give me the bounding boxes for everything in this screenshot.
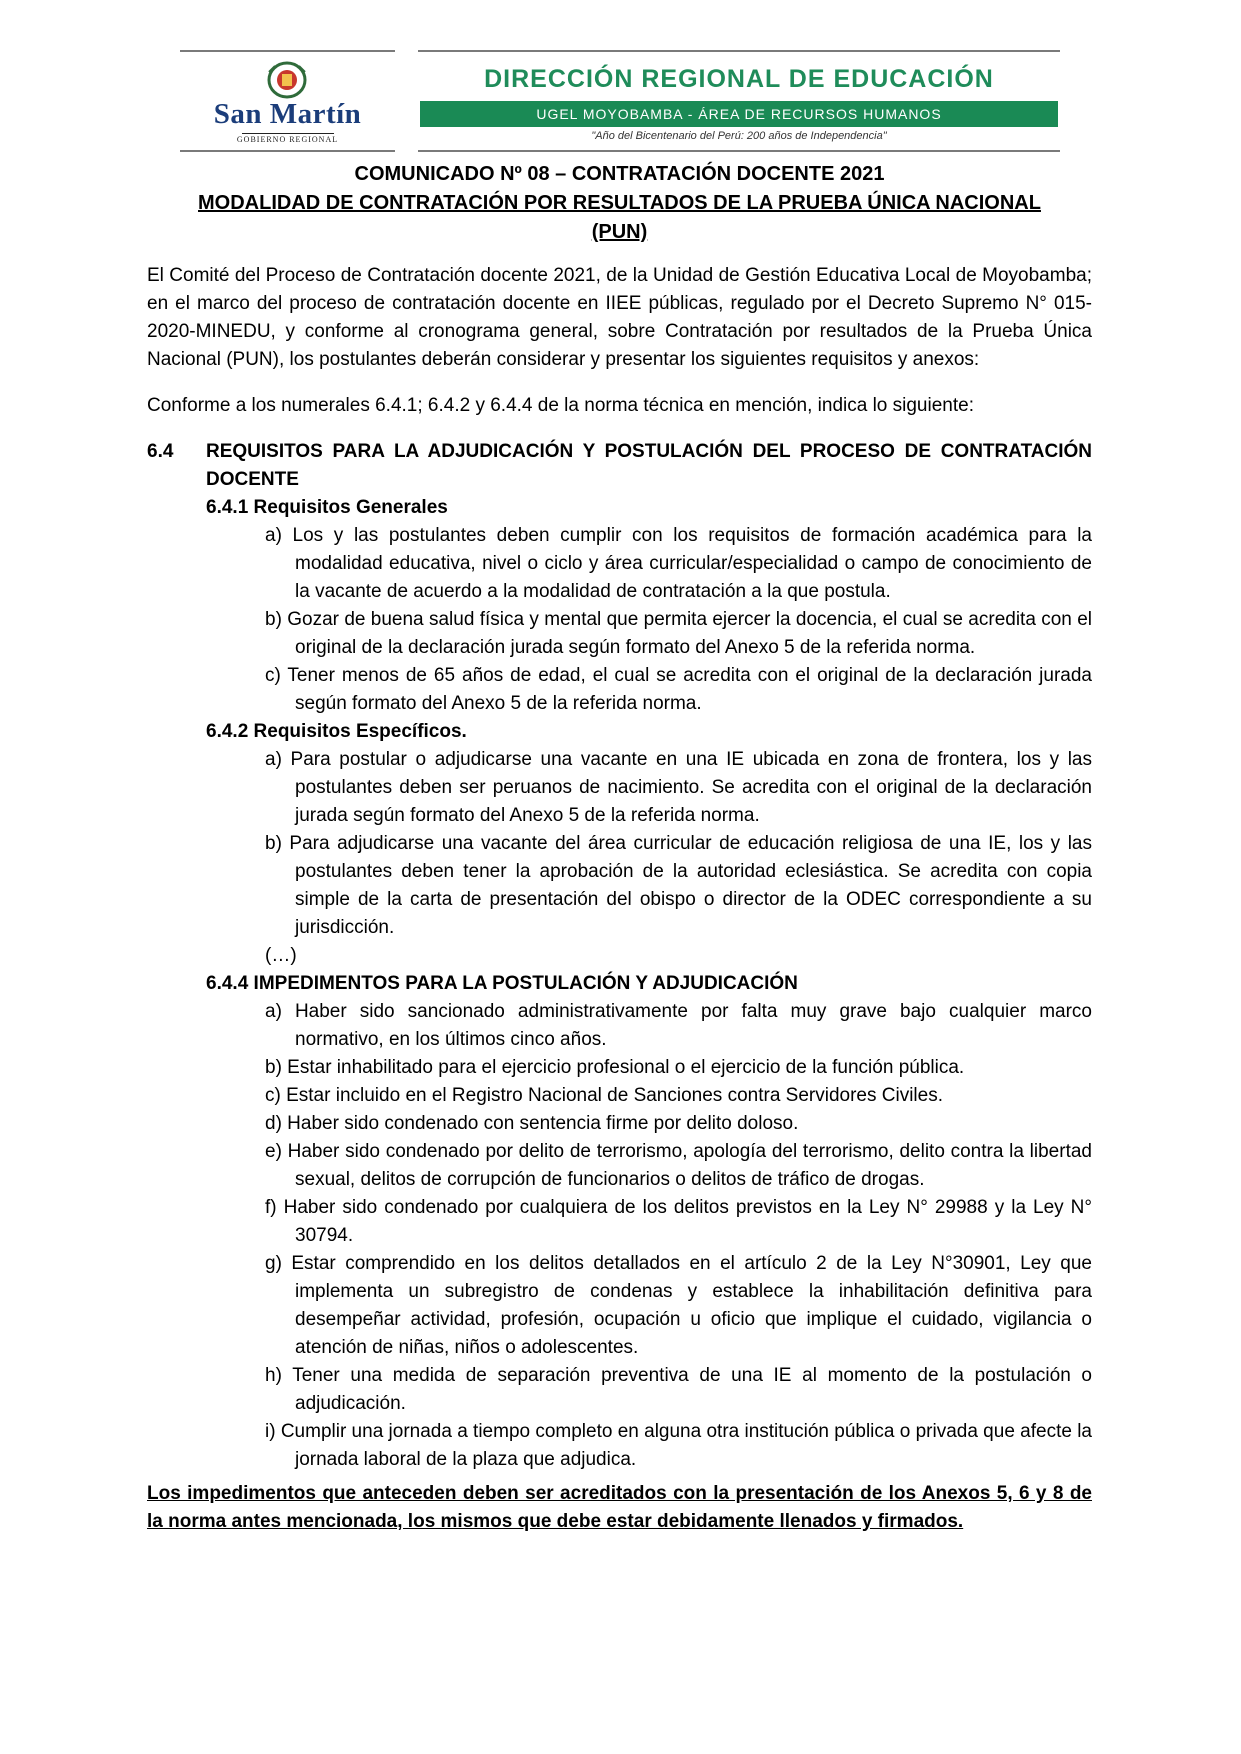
list-item: b) Para adjudicarse una vacante del área curricular de educación religiosa de una IE, los y las postulantes deben tener la aprobación de la autoridad eclesiástica. Se acredita con copia simple de la carta de presentación del obispo o director de la ODEC correspondiente a su jurisdicción. [265, 833, 1092, 938]
list-item: e) Haber sido condenado por delito de terrorismo, apología del terrorismo, delito contra la libertad sexual, delitos de corrupción de funcionarios o delitos de tráfico de drogas. [265, 1141, 1092, 1190]
office-band: UGEL MOYOBAMBA - ÁREA DE RECURSOS HUMANOS [420, 101, 1058, 127]
list-item: d) Haber sido condenado con sentencia firme por delito doloso. [265, 1113, 799, 1134]
title-line-2: MODALIDAD DE CONTRATACIÓN POR RESULTADOS DE LA PRUEBA ÚNICA NACIONAL [198, 192, 1041, 214]
document-body [147, 262, 1092, 1555]
requisitos-especificos-list [265, 746, 1092, 970]
institution-banner [418, 50, 1060, 152]
list-item: f) Haber sido condenado por cualquiera de los delitos previstos en la Ley N° 29988 y la Ley N° 30794. [265, 1197, 1092, 1246]
institution-name: DIRECCIÓN REGIONAL DE EDUCACIÓN [484, 65, 994, 93]
omission-marker: (…) [265, 945, 297, 966]
impedimentos-heading: 6.4.4 IMPEDIMENTOS PARA LA POSTULACIÓN Y ADJUDICACIÓN [206, 973, 798, 994]
requisitos-generales-list [265, 522, 1092, 718]
logo-subtitle: GOBIERNO REGIONAL [236, 135, 339, 144]
list-item: a) Haber sido sancionado administrativamente por falta muy grave bajo cualquier marco normativo, en los últimos cinco años. [265, 1001, 1092, 1050]
regional-government-logo [180, 50, 395, 152]
list-item: i) Cumplir una jornada a tiempo completo en alguna otra institución pública o privada que afecte la jornada laboral de la plaza que adjudica. [265, 1421, 1092, 1470]
list-item: c) Tener menos de 65 años de edad, el cual se acredita con el original de la declaración jurada según formato del Anexo 5 de la referida norma. [265, 665, 1092, 714]
letterhead [180, 50, 1060, 150]
document-title [147, 160, 1092, 247]
section-title: REQUISITOS PARA LA ADJUDICACIÓN Y POSTULACIÓN DEL PROCESO DE CONTRATACIÓN DOCENTE [206, 441, 1092, 490]
section-number: 6.4 [147, 441, 174, 462]
list-item: a) Los y las postulantes deben cumplir con los requisitos de formación académica para la modalidad educativa, nivel o ciclo y área curricular/especialidad o campo de conocimiento de la vacante de acuerdo a la modalidad de contratación a la que postula. [265, 525, 1092, 602]
title-line-3: (PUN) [591, 221, 648, 243]
coat-of-arms-icon [265, 60, 309, 100]
list-item: h) Tener una medida de separación preventiva de una IE al momento de la postulación o adjudicación. [265, 1365, 1092, 1414]
section-6-4 [147, 438, 1092, 1474]
list-item: b) Gozar de buena salud física y mental que permita ejercer la docencia, el cual se acredita con el original de la declaración jurada según formato del Anexo 5 de la referida norma. [265, 609, 1092, 658]
year-motto: "Año del Bicentenario del Perú: 200 años de Independencia" [591, 130, 887, 142]
list-item: b) Estar inhabilitado para el ejercicio profesional o el ejercicio de la función pública. [265, 1057, 965, 1078]
title-line-1: COMUNICADO Nº 08 – CONTRATACIÓN DOCENTE 2021 [354, 163, 885, 185]
list-item: c) Estar incluido en el Registro Nacional de Sanciones contra Servidores Civiles. [265, 1085, 943, 1106]
logo-wordmark: San Martín [213, 98, 362, 130]
list-item: g) Estar comprendido en los delitos detallados en el artículo 2 de la Ley N°30901, Ley que implementa un subregistro de condenas y establece la inhabilitación definitiva para desempeñar actividad, profesión, ocupación u oficio que implique el cuidado, vigilancia o atención de niñas, niños o adolescentes. [265, 1253, 1092, 1358]
logo-divider [242, 133, 334, 134]
conforme-paragraph: Conforme a los numerales 6.4.1; 6.4.2 y 6.4.4 de la norma técnica en mención, indica lo siguiente: [147, 395, 974, 416]
impedimentos-list [265, 998, 1092, 1474]
requisitos-generales-heading: 6.4.1 Requisitos Generales [206, 497, 448, 518]
list-item: a) Para postular o adjudicarse una vacante en una IE ubicada en zona de frontera, los y las postulantes deben ser peruanos de nacimiento. Se acredita con el original de la declaración jurada según formato del Anexo 5 de la referida norma. [265, 749, 1092, 826]
closing-notice: Los impedimentos que anteceden deben ser acreditados con la presentación de los Anexos 5, 6 y 8 de la norma antes mencionada, los mismos que debe estar debidamente llenados y firmados. [147, 1483, 1092, 1532]
requisitos-especificos-heading: 6.4.2 Requisitos Específicos. [206, 721, 467, 742]
intro-paragraph: El Comité del Proceso de Contratación docente 2021, de la Unidad de Gestión Educativa Local de Moyobamba; en el marco del proceso de contratación docente en IIEE públicas, regulado por el Decreto Supremo N° 015-2020-MINEDU, y conforme al cronograma general, sobre Contratación por resultados de la Prueba Única Nacional (PUN), los postulantes deberán considerar y presentar los siguientes requisitos y anexos: [147, 265, 1092, 370]
